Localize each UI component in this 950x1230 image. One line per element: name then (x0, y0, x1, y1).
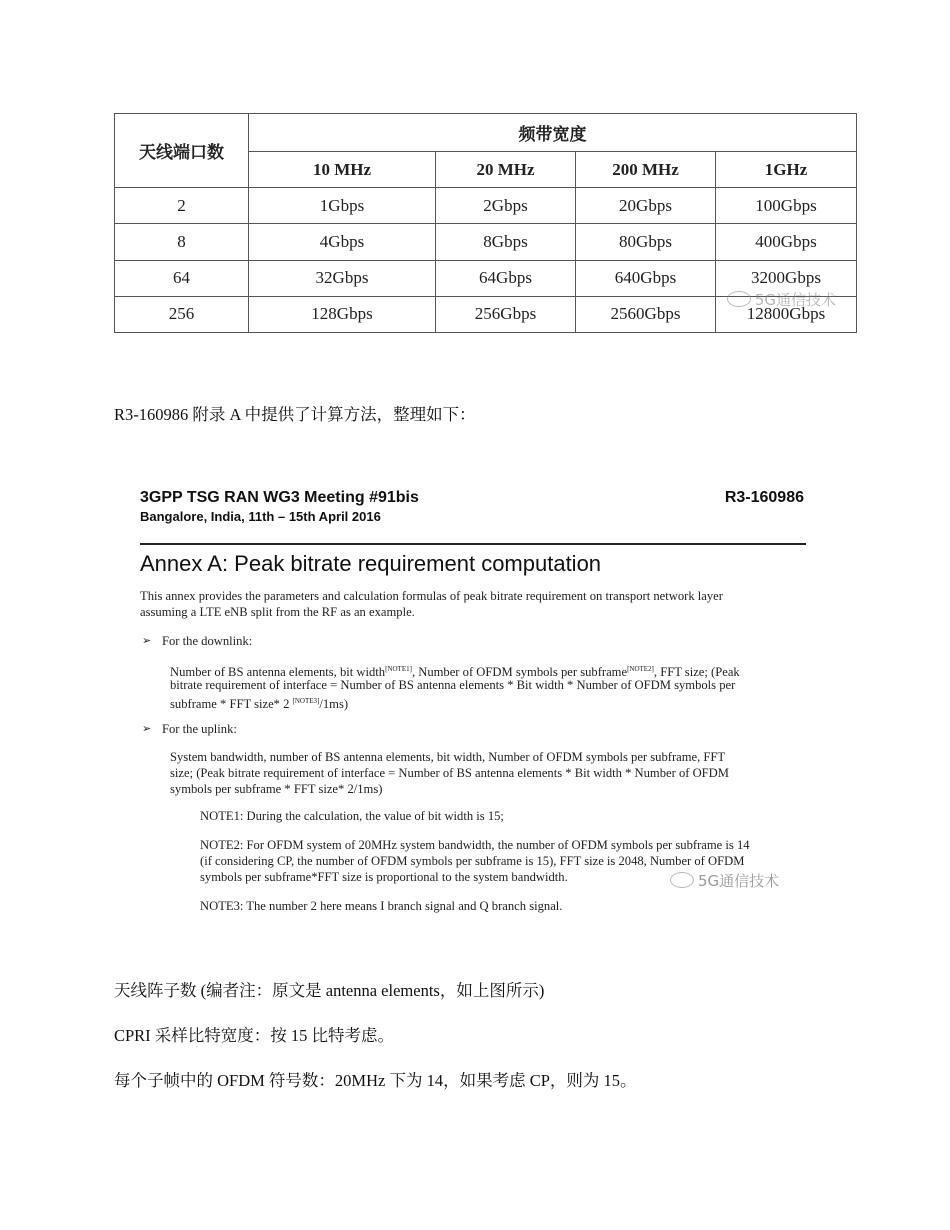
downlink-line: bitrate requirement of interface = Number of BS antenna elements * Bit width * Number of OFDM symbols per (170, 678, 736, 692)
rate-cell: 100Gbps (716, 188, 857, 224)
table-row (115, 188, 857, 224)
uplink-line: System bandwidth, number of BS antenna elements, bit width, Number of OFDM symbols per subframe, FFT (170, 750, 726, 764)
ports-cell: 256 (115, 296, 249, 332)
wechat-icon (670, 872, 694, 888)
ports-cell: 2 (115, 188, 249, 224)
meeting-title: 3GPP TSG RAN WG3 Meeting #91bis (140, 489, 419, 506)
rate-cell: 8Gbps (436, 224, 576, 260)
watermark: 5G通信技术 (670, 870, 779, 891)
column-header: 200 MHz (576, 152, 716, 188)
note2-line: NOTE2: For OFDM system of 20MHz system bandwidth, the number of OFDM symbols per subframe is 14 (200, 838, 750, 852)
rate-cell: 128Gbps (249, 296, 436, 332)
bullet-arrow-icon: ➢ (142, 722, 152, 735)
downlink-label: For the downlink: (162, 634, 253, 648)
meeting-place: Bangalore, India, 11th – 15th April 2016 (140, 509, 381, 524)
rate-cell: 20Gbps (576, 188, 716, 224)
rate-cell: 4Gbps (249, 224, 436, 260)
rate-cell: 2560Gbps (576, 296, 716, 332)
document-number: R3-160986 (724, 489, 804, 506)
rate-cell: 32Gbps (249, 260, 436, 296)
bandwidth-table-image (114, 113, 856, 333)
table-row (115, 224, 857, 260)
wechat-icon (727, 291, 751, 307)
intro-paragraph: R3-160986 附录 A 中提供了计算方法，整理如下： (114, 405, 476, 424)
ports-cell: 8 (115, 224, 249, 260)
body-paragraph: 天线阵子数 (编者注：原文是 antenna elements，如上图所示) (114, 981, 545, 1000)
annex-heading: Annex A: Peak bitrate requirement computation (140, 551, 602, 576)
rate-cell: 2Gbps (436, 188, 576, 224)
rate-cell: 80Gbps (576, 224, 716, 260)
note3: NOTE3: The number 2 here means I branch signal and Q branch signal. (200, 899, 563, 913)
rate-cell: 256Gbps (436, 296, 576, 332)
column-header: 20 MHz (436, 152, 576, 188)
note2-line: symbols per subframe*FFT size is proportional to the system bandwidth. (200, 870, 568, 884)
column-header: 1GHz (716, 152, 857, 188)
uplink-label: For the uplink: (162, 722, 237, 736)
ports-cell: 64 (115, 260, 249, 296)
uplink-line: symbols per subframe * FFT size* 2/1ms) (170, 782, 383, 796)
annex-intro-line: assuming a LTE eNB split from the RF as an example. (140, 605, 415, 619)
header-divider (140, 543, 806, 545)
antenna-ports-header: 天线端口数 (115, 114, 249, 188)
watermark: 5G通信技术 (727, 289, 836, 310)
rate-cell: 400Gbps (716, 224, 857, 260)
rate-cell: 640Gbps (576, 260, 716, 296)
column-header: 10 MHz (249, 152, 436, 188)
annex-intro-line: This annex provides the parameters and calculation formulas of peak bitrate requirement on transport network layer (140, 589, 723, 603)
rate-cell: 64Gbps (436, 260, 576, 296)
note1: NOTE1: During the calculation, the value of bit width is 15; (200, 809, 504, 823)
downlink-line: Number of BS antenna elements, bit width[NOTE1], Number of OFDM symbols per subframe[NOTE2], FFT size; (Peak (170, 665, 740, 680)
rate-cell: 12800Gbps (716, 296, 857, 332)
bandwidth-group-header: 频带宽度 (249, 114, 857, 152)
downlink-line: subframe * FFT size* 2 [NOTE3]/1ms) (170, 697, 349, 712)
note2-line: (if considering CP, the number of OFDM symbols per subframe is 15), FFT size is 2048, Number of OFDM (200, 854, 745, 868)
uplink-line: size; (Peak bitrate requirement of interface = Number of BS antenna elements * Bit width * Number of OFDM (170, 766, 729, 780)
body-paragraph: 每个子帧中的 OFDM 符号数：20MHz 下为 14，如果考虑 CP，则为 15。 (114, 1071, 637, 1090)
body-paragraph: CPRI 采样比特宽度：按 15 比特考虑。 (114, 1026, 395, 1045)
annex-image (140, 485, 808, 925)
rate-cell: 1Gbps (249, 188, 436, 224)
rate-cell: 3200Gbps (716, 260, 857, 296)
bullet-arrow-icon: ➢ (142, 634, 152, 647)
